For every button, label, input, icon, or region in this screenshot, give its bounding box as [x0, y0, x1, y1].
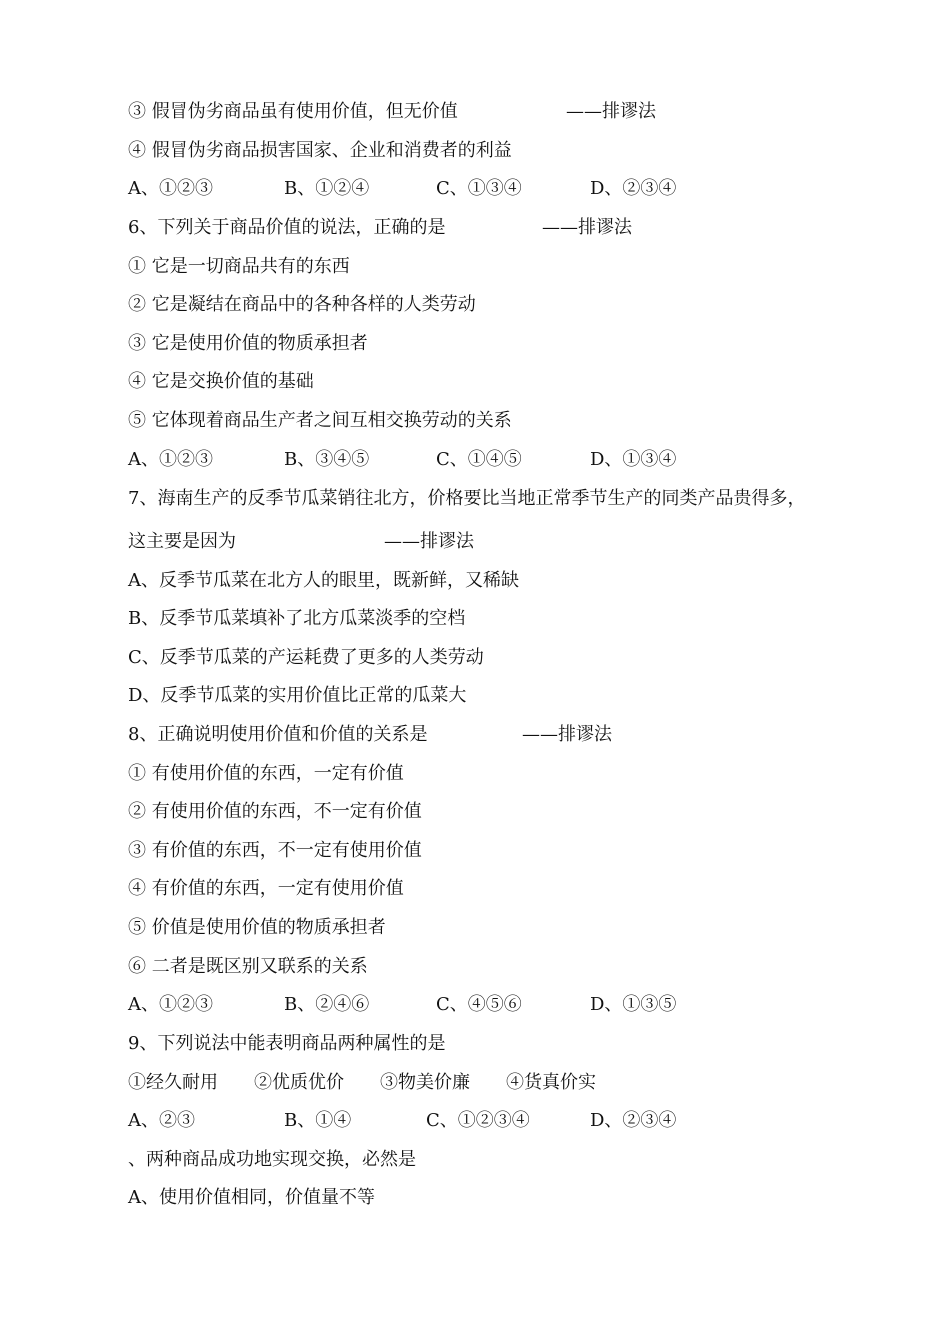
statement-3: ③ 假冒伪劣商品虽有使用价值，但无价值 [128, 101, 458, 122]
option-c: C、反季节瓜菜的产运耗费了更多的人类劳动 [128, 647, 484, 668]
question-7-continued: 这主要是因为 [128, 531, 236, 552]
option-b: B、②④⑥ [284, 994, 370, 1015]
statement-2: ② 它是凝结在商品中的各种各样的人类劳动 [128, 294, 476, 315]
option-b: B、①④ [284, 1110, 352, 1131]
statement-3: ③ 有价值的东西，不一定有使用价值 [128, 840, 422, 861]
option-b: B、③④⑤ [284, 449, 370, 470]
option-b: B、①②④ [284, 178, 370, 199]
statement-3: ③ 它是使用价值的物质承担者 [128, 333, 368, 354]
option-d: D、②③④ [590, 178, 677, 199]
question-9: 9、下列说法中能表明商品两种属性的是 [128, 1033, 446, 1054]
question-7: 7、海南生产的反季节瓜菜销往北方，价格要比当地正常季节生产的同类产品贵得多， [128, 488, 806, 509]
question-8: 8、正确说明使用价值和价值的关系是 [128, 724, 428, 745]
option-a: A、反季节瓜菜在北方人的眼里，既新鲜，又稀缺 [128, 570, 519, 591]
option-a: A、①②③ [128, 449, 213, 470]
statement-2: ② 有使用价值的东西，不一定有价值 [128, 801, 422, 822]
question-6: 6、下列关于商品价值的说法，正确的是 [128, 217, 446, 238]
statement-5: ⑤ 价值是使用价值的物质承担者 [128, 917, 386, 938]
statement-4: ④ 它是交换价值的基础 [128, 371, 314, 392]
option-d: D、②③④ [590, 1110, 677, 1131]
option-d: D、①③④ [590, 449, 677, 470]
statement-6: ⑥ 二者是既区别又联系的关系 [128, 956, 368, 977]
option-a: A、①②③ [128, 994, 213, 1015]
option-d: D、反季节瓜菜的实用价值比正常的瓜菜大 [128, 685, 467, 706]
statement-4: ④ 假冒伪劣商品损害国家、企业和消费者的利益 [128, 140, 512, 161]
option-c: C、①④⑤ [436, 449, 522, 470]
option-d: D、①③⑤ [590, 994, 677, 1015]
statement-5: ⑤ 它体现着商品生产者之间互相交换劳动的关系 [128, 410, 512, 431]
method-tag: ——排谬法 [542, 217, 632, 238]
method-tag: ——排谬法 [384, 531, 474, 552]
statement-list: ①经久耐用 ②优质优价 ③物美价廉 ④货真价实 [128, 1072, 596, 1093]
statement-1: ① 它是一切商品共有的东西 [128, 256, 350, 277]
method-tag: ——排谬法 [522, 724, 612, 745]
option-c: C、①②③④ [426, 1110, 530, 1131]
option-c: C、④⑤⑥ [436, 994, 522, 1015]
option-a: A、①②③ [128, 178, 213, 199]
option-a: A、使用价值相同，价值量不等 [128, 1187, 375, 1208]
statement-1: ① 有使用价值的东西，一定有价值 [128, 763, 404, 784]
option-a: A、②③ [128, 1110, 195, 1131]
statement-4: ④ 有价值的东西，一定有使用价值 [128, 878, 404, 899]
method-tag: ——排谬法 [566, 101, 656, 122]
question-10: 、两种商品成功地实现交换，必然是 [128, 1149, 416, 1170]
option-c: C、①③④ [436, 178, 522, 199]
option-b: B、反季节瓜菜填补了北方瓜菜淡季的空档 [128, 608, 466, 629]
